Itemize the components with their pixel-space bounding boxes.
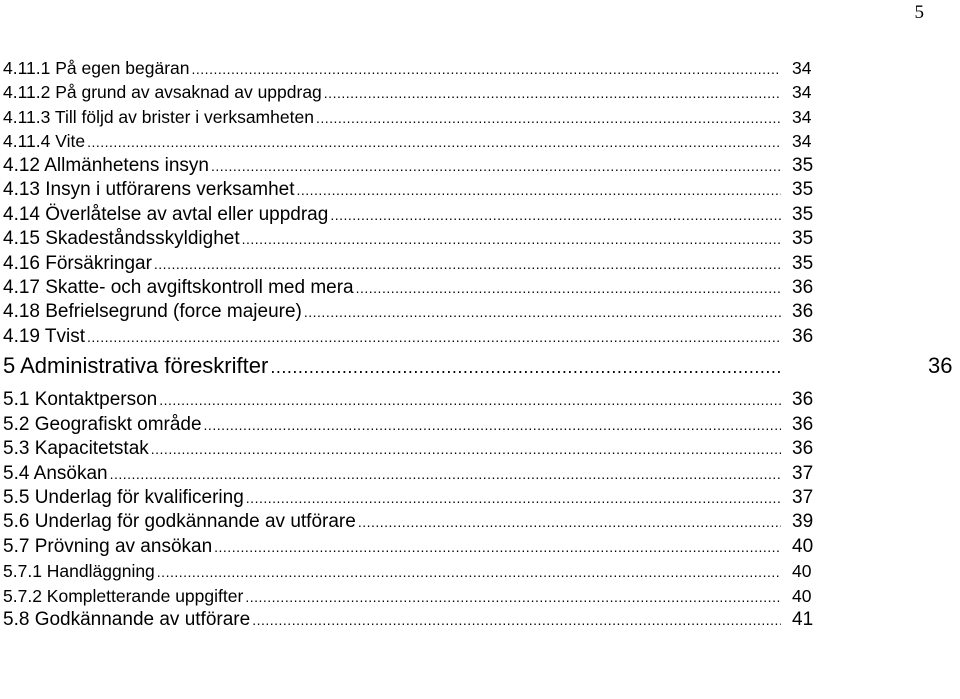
toc-entry[interactable] [0,437,960,461]
toc-entry-page: 41 [792,609,814,631]
toc-entry-title: 5.1 Kontaktperson ..... [3,388,781,412]
toc-entry-page: 37 [792,462,814,484]
toc-entry-page: 35 [792,203,814,225]
toc-entry-page: 36 [792,389,814,411]
toc-entry-page: 34 [792,131,812,152]
toc-entry[interactable] [0,510,960,534]
toc-entry-page: 35 [792,252,814,274]
toc-entry-title: 4.16 Försäkringar ..... [3,252,781,276]
toc-entry[interactable] [0,388,960,412]
toc-entry-title: 4.18 Befrielsegrund (force majeure) ..... [3,300,781,324]
toc-entry[interactable] [0,300,960,324]
toc-entry-title: 5.7.2 Kompletterande uppgifter ..... [3,584,781,609]
toc-entry[interactable] [0,276,960,300]
toc-entry[interactable] [0,227,960,251]
toc-entry[interactable] [0,56,960,80]
table-of-contents [0,56,960,633]
toc-entry-title: 4.17 Skatte- och avgiftskontroll med mera ..... [3,276,781,300]
toc-entry-title: 4.11.4 Vite ..... [3,129,781,154]
toc-entry-page: 36 [792,413,814,435]
toc-entry-page: 36 [792,325,814,347]
toc-entry-title: 4.11.3 Till följd av brister i verksamheten ..... [3,105,781,130]
toc-entry[interactable] [0,413,960,437]
toc-entry-title: 4.11.1 På egen begäran ..... [3,56,781,81]
toc-entry[interactable] [0,252,960,276]
toc-entry-page: 39 [792,511,814,533]
toc-entry-title: 5.5 Underlag för kvalificering ..... [3,486,781,510]
toc-entry-title: 5.2 Geografiskt område ..... [3,413,781,437]
toc-entry-title: 5 Administrativa föreskrifter ..... [3,349,781,384]
toc-entry-page: 35 [792,228,814,250]
toc-entry-page: 36 [792,276,814,298]
toc-chapter-entry[interactable] [0,349,960,388]
page-number: 5 [914,2,924,23]
toc-entry[interactable] [0,80,960,104]
toc-entry-title: 5.4 Ansökan ..... [3,462,781,486]
toc-entry-page: 35 [792,179,814,201]
toc-entry-title: 4.19 Tvist ..... [3,325,781,349]
toc-entry-page: 36 [928,353,953,379]
toc-entry-page: 34 [792,58,812,78]
toc-entry[interactable] [0,203,960,227]
toc-entry-page: 40 [792,535,814,557]
toc-entry[interactable] [0,462,960,486]
toc-entry-page: 40 [792,585,812,606]
toc-entry-title: 4.15 Skadeståndsskyldighet ..... [3,227,781,251]
toc-entry-title: 4.14 Överlåtelse av avtal eller uppdrag ..... [3,203,781,227]
toc-entry-title: 4.13 Insyn i utförarens verksamhet ..... [3,178,781,202]
toc-entry-page: 40 [792,561,812,582]
toc-entry-page: 36 [792,301,814,323]
toc-entry[interactable] [0,178,960,202]
toc-entry-title: 5.6 Underlag för godkännande av utförare ..... [3,510,781,534]
toc-entry-page: 34 [792,106,812,127]
toc-entry[interactable] [0,584,960,608]
toc-entry[interactable] [0,154,960,178]
toc-entry-title: 5.8 Godkännande av utförare ..... [3,608,781,632]
toc-entry[interactable] [0,325,960,349]
toc-entry[interactable] [0,535,960,559]
toc-entry[interactable] [0,608,960,632]
toc-entry-page: 35 [792,154,814,176]
toc-entry[interactable] [0,559,960,583]
toc-entry-title: 4.12 Allmänhetens insyn ..... [3,154,781,178]
toc-entry-page: 34 [792,82,812,103]
toc-entry-page: 36 [792,438,814,460]
toc-entry-title: 4.11.2 På grund av avsaknad av uppdrag ..... [3,80,781,105]
toc-entry-page: 37 [792,487,814,508]
toc-entry-title: 5.7 Prövning av ansökan ..... [3,535,781,559]
toc-entry-title: 5.7.1 Handläggning ..... [3,559,781,584]
toc-entry[interactable] [0,105,960,129]
toc-entry[interactable] [0,129,960,153]
toc-entry[interactable] [0,486,960,510]
toc-entry-title: 5.3 Kapacitetstak ..... [3,437,781,461]
